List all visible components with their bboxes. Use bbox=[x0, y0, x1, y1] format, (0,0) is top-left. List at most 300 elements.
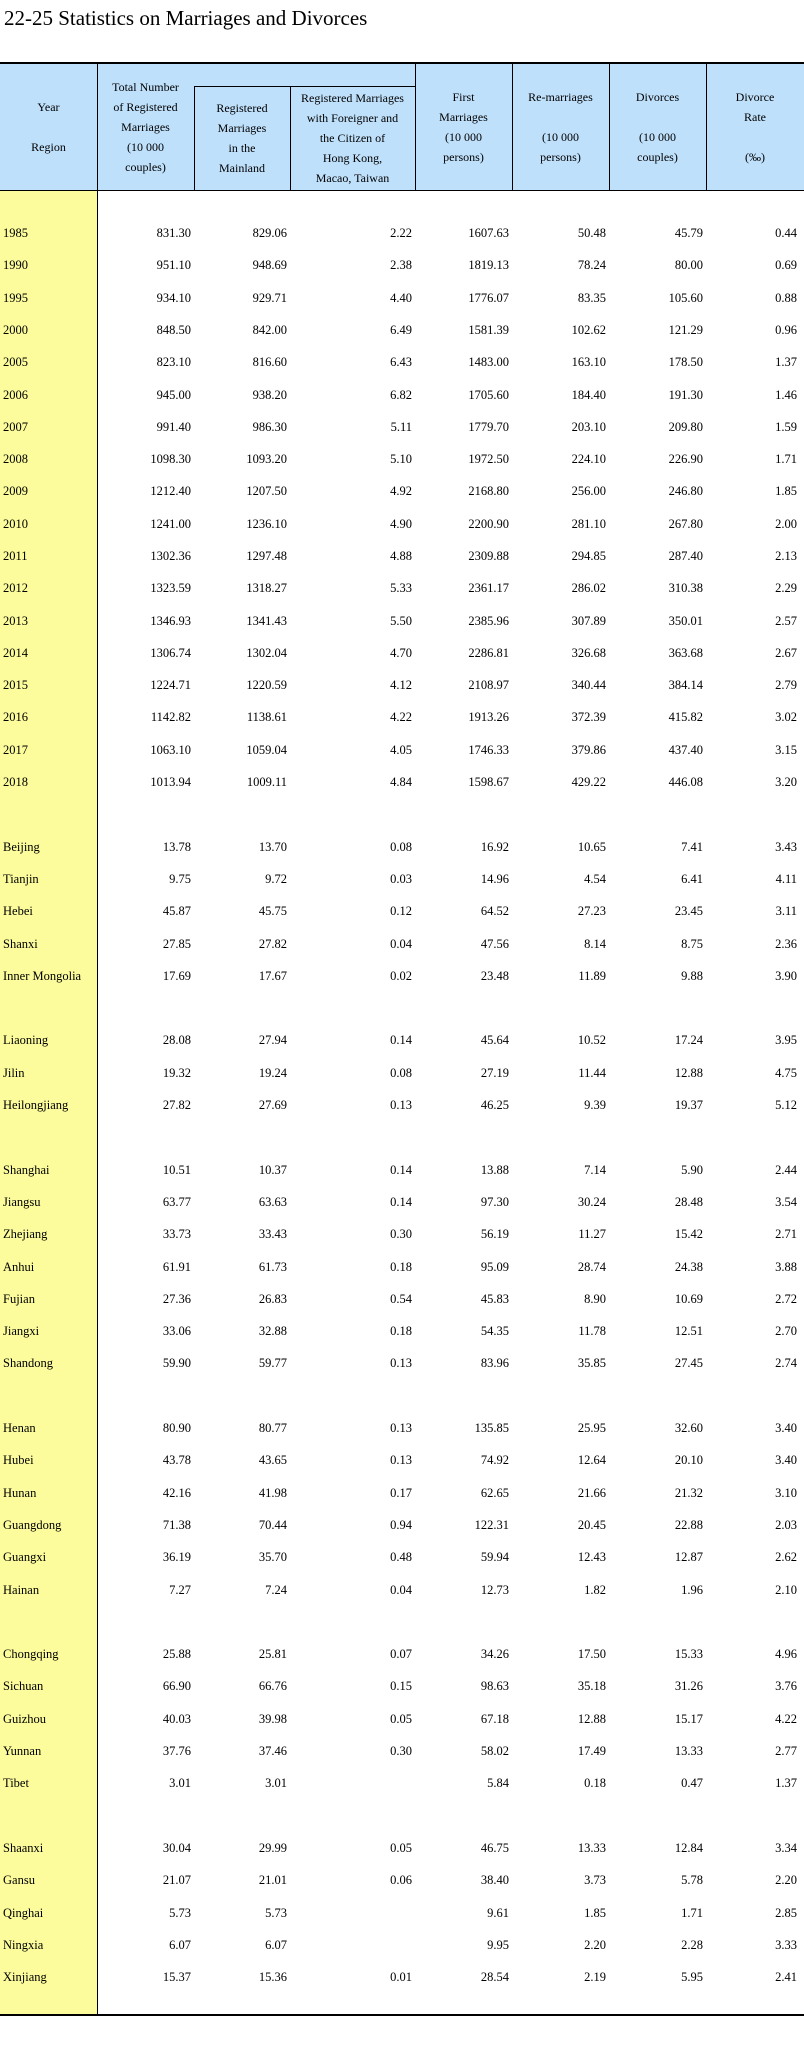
table-row bbox=[0, 1258, 804, 1278]
header-year-region bbox=[0, 64, 97, 190]
cell-re-marriages: 224.10 bbox=[571, 452, 606, 466]
cell-total-marriages: 61.91 bbox=[162, 1260, 191, 1274]
cell-first-marriages: 97.30 bbox=[480, 1195, 509, 1209]
cell-mainland-marriages: 1059.04 bbox=[246, 743, 287, 757]
cell-re-marriages: 11.27 bbox=[578, 1227, 606, 1241]
cell-mainland-marriages: 27.69 bbox=[258, 1098, 287, 1112]
cell-mainland-marriages: 80.77 bbox=[258, 1421, 287, 1435]
cell-total-marriages: 1241.00 bbox=[150, 517, 191, 531]
cell-foreign-marriages: 4.12 bbox=[390, 678, 412, 692]
cell-first-marriages: 2385.96 bbox=[468, 614, 509, 628]
table-row bbox=[0, 515, 804, 535]
row-label: 2016 bbox=[3, 710, 28, 724]
cell-first-marriages: 2108.97 bbox=[468, 678, 509, 692]
table-row bbox=[0, 1161, 804, 1181]
cell-divorce-rate: 2.57 bbox=[775, 614, 797, 628]
cell-first-marriages: 46.25 bbox=[480, 1098, 509, 1112]
cell-mainland-marriages: 19.24 bbox=[258, 1066, 287, 1080]
cell-divorce-rate: 2.10 bbox=[775, 1583, 797, 1597]
cell-total-marriages: 25.88 bbox=[162, 1647, 191, 1661]
cell-total-marriages: 21.07 bbox=[162, 1873, 191, 1887]
cell-total-marriages: 33.73 bbox=[162, 1227, 191, 1241]
cell-total-marriages: 1212.40 bbox=[150, 484, 191, 498]
cell-divorces: 9.88 bbox=[681, 969, 703, 983]
row-label: 2018 bbox=[3, 775, 28, 789]
cell-first-marriages: 34.26 bbox=[480, 1647, 509, 1661]
cell-mainland-marriages: 26.83 bbox=[258, 1292, 287, 1306]
row-label: 2006 bbox=[3, 388, 28, 402]
cell-divorce-rate: 4.96 bbox=[775, 1647, 797, 1661]
cell-mainland-marriages: 986.30 bbox=[252, 420, 287, 434]
table-row bbox=[0, 482, 804, 502]
row-label: 2007 bbox=[3, 420, 28, 434]
cell-re-marriages: 286.02 bbox=[571, 581, 606, 595]
cell-divorces: 45.79 bbox=[674, 226, 703, 240]
cell-re-marriages: 1.85 bbox=[584, 1906, 606, 1920]
cell-total-marriages: 63.77 bbox=[162, 1195, 191, 1209]
table-row bbox=[0, 1710, 804, 1730]
cell-divorce-rate: 2.71 bbox=[775, 1227, 797, 1241]
header-mainland-marriages bbox=[194, 86, 290, 190]
row-label: Hunan bbox=[3, 1486, 37, 1500]
row-label: Tibet bbox=[3, 1776, 29, 1790]
cell-divorces: 12.88 bbox=[674, 1066, 703, 1080]
cell-first-marriages: 28.54 bbox=[480, 1970, 509, 1984]
cell-divorces: 21.32 bbox=[674, 1486, 703, 1500]
cell-re-marriages: 13.33 bbox=[577, 1841, 606, 1855]
header-divider bbox=[609, 64, 610, 190]
cell-mainland-marriages: 10.37 bbox=[258, 1163, 287, 1177]
table-row bbox=[0, 256, 804, 276]
table-row bbox=[0, 1225, 804, 1245]
cell-foreign-marriages: 4.05 bbox=[390, 743, 412, 757]
row-label: Ningxia bbox=[3, 1938, 44, 1952]
cell-re-marriages: 83.35 bbox=[577, 291, 606, 305]
cell-foreign-marriages: 2.22 bbox=[390, 226, 412, 240]
cell-divorces: 17.24 bbox=[674, 1033, 703, 1047]
cell-divorce-rate: 2.44 bbox=[775, 1163, 797, 1177]
table-row bbox=[0, 1645, 804, 1665]
cell-mainland-marriages: 17.67 bbox=[258, 969, 287, 983]
cell-total-marriages: 10.51 bbox=[162, 1163, 191, 1177]
row-label: Heilongjiang bbox=[3, 1098, 69, 1112]
cell-total-marriages: 27.82 bbox=[162, 1098, 191, 1112]
row-label: Zhejiang bbox=[3, 1227, 48, 1241]
cell-total-marriages: 1346.93 bbox=[150, 614, 191, 628]
cell-re-marriages: 30.24 bbox=[577, 1195, 606, 1209]
row-label: 2012 bbox=[3, 581, 28, 595]
cell-divorce-rate: 3.40 bbox=[775, 1421, 797, 1435]
table-row bbox=[0, 321, 804, 341]
cell-divorce-rate: 2.77 bbox=[775, 1744, 797, 1758]
cell-total-marriages: 40.03 bbox=[162, 1712, 191, 1726]
cell-divorces: 121.29 bbox=[668, 323, 703, 337]
cell-divorces: 10.69 bbox=[674, 1292, 703, 1306]
cell-re-marriages: 17.50 bbox=[577, 1647, 606, 1661]
table-row bbox=[0, 1677, 804, 1697]
row-label: 2013 bbox=[3, 614, 28, 628]
table-row bbox=[0, 1031, 804, 1051]
cell-divorce-rate: 4.11 bbox=[775, 872, 797, 886]
table-row bbox=[0, 967, 804, 987]
cell-re-marriages: 203.10 bbox=[571, 420, 606, 434]
header-label: First Marriages (10 000 persons) bbox=[439, 90, 488, 164]
cell-divorces: 191.30 bbox=[668, 388, 703, 402]
cell-re-marriages: 35.18 bbox=[577, 1679, 606, 1693]
header-label: Registered Marriages with Foreigner and the Citizen of Hong Kong, Macao, Taiwan bbox=[301, 91, 404, 185]
cell-total-marriages: 71.38 bbox=[162, 1518, 191, 1532]
cell-total-marriages: 45.87 bbox=[162, 904, 191, 918]
cell-total-marriages: 1306.74 bbox=[150, 646, 191, 660]
table-row bbox=[0, 1581, 804, 1601]
table-row bbox=[0, 1322, 804, 1342]
cell-re-marriages: 10.52 bbox=[577, 1033, 606, 1047]
header-label: Registered Marriages in the Mainland bbox=[216, 101, 268, 175]
cell-divorces: 15.17 bbox=[674, 1712, 703, 1726]
cell-foreign-marriages: 0.12 bbox=[390, 904, 412, 918]
table-row bbox=[0, 1516, 804, 1536]
row-label: Liaoning bbox=[3, 1033, 49, 1047]
cell-foreign-marriages: 0.13 bbox=[390, 1421, 412, 1435]
cell-divorces: 19.37 bbox=[674, 1098, 703, 1112]
cell-re-marriages: 12.43 bbox=[577, 1550, 606, 1564]
table-row bbox=[0, 1904, 804, 1924]
cell-first-marriages: 95.09 bbox=[480, 1260, 509, 1274]
cell-foreign-marriages: 4.90 bbox=[390, 517, 412, 531]
table-row bbox=[0, 579, 804, 599]
row-label: 1985 bbox=[3, 226, 28, 240]
header-divorce-rate bbox=[706, 64, 804, 190]
cell-first-marriages: 1607.63 bbox=[468, 226, 509, 240]
cell-divorce-rate: 4.22 bbox=[775, 1712, 797, 1726]
cell-first-marriages: 2286.81 bbox=[468, 646, 509, 660]
row-label: Hubei bbox=[3, 1453, 34, 1467]
cell-divorces: 5.90 bbox=[681, 1163, 703, 1177]
cell-total-marriages: 36.19 bbox=[162, 1550, 191, 1564]
cell-mainland-marriages: 816.60 bbox=[252, 355, 287, 369]
cell-foreign-marriages: 0.30 bbox=[390, 1744, 412, 1758]
cell-divorce-rate: 3.10 bbox=[775, 1486, 797, 1500]
table-row bbox=[0, 1096, 804, 1116]
cell-divorce-rate: 5.12 bbox=[775, 1098, 797, 1112]
cell-divorces: 446.08 bbox=[668, 775, 703, 789]
cell-first-marriages: 1779.70 bbox=[468, 420, 509, 434]
cell-foreign-marriages: 0.05 bbox=[390, 1712, 412, 1726]
row-label: Yunnan bbox=[3, 1744, 42, 1758]
cell-first-marriages: 1776.07 bbox=[468, 291, 509, 305]
table-row bbox=[0, 1354, 804, 1374]
header-remarriages bbox=[512, 64, 609, 190]
cell-mainland-marriages: 66.76 bbox=[258, 1679, 287, 1693]
cell-mainland-marriages: 35.70 bbox=[258, 1550, 287, 1564]
page-title: 22-25 Statistics on Marriages and Divorces bbox=[4, 6, 368, 30]
row-label: Sichuan bbox=[3, 1679, 44, 1693]
cell-divorce-rate: 1.37 bbox=[775, 355, 797, 369]
cell-first-marriages: 5.84 bbox=[487, 1776, 509, 1790]
cell-foreign-marriages: 5.50 bbox=[390, 614, 412, 628]
table-row bbox=[0, 386, 804, 406]
cell-divorces: 24.38 bbox=[674, 1260, 703, 1274]
row-label: Guangdong bbox=[3, 1518, 62, 1532]
cell-divorce-rate: 3.54 bbox=[775, 1195, 797, 1209]
cell-foreign-marriages: 0.18 bbox=[390, 1260, 412, 1274]
cell-divorces: 226.90 bbox=[668, 452, 703, 466]
table-row bbox=[0, 353, 804, 373]
cell-mainland-marriages: 1318.27 bbox=[246, 581, 287, 595]
cell-mainland-marriages: 13.70 bbox=[258, 840, 287, 854]
cell-first-marriages: 1705.60 bbox=[468, 388, 509, 402]
row-label: Jiangxi bbox=[3, 1324, 40, 1338]
cell-divorces: 12.84 bbox=[674, 1841, 703, 1855]
cell-mainland-marriages: 829.06 bbox=[252, 226, 287, 240]
cell-divorce-rate: 2.70 bbox=[775, 1324, 797, 1338]
cell-mainland-marriages: 1138.61 bbox=[246, 710, 287, 724]
cell-divorce-rate: 2.62 bbox=[775, 1550, 797, 1564]
cell-divorces: 246.80 bbox=[668, 484, 703, 498]
table-row bbox=[0, 1968, 804, 1988]
cell-re-marriages: 3.73 bbox=[584, 1873, 606, 1887]
cell-first-marriages: 2200.90 bbox=[468, 517, 509, 531]
cell-divorces: 209.80 bbox=[668, 420, 703, 434]
cell-first-marriages: 45.64 bbox=[480, 1033, 509, 1047]
cell-foreign-marriages: 5.11 bbox=[390, 420, 412, 434]
cell-divorce-rate: 3.02 bbox=[775, 710, 797, 724]
header-foreign-marriages bbox=[290, 86, 415, 190]
cell-total-marriages: 15.37 bbox=[162, 1970, 191, 1984]
cell-first-marriages: 56.19 bbox=[480, 1227, 509, 1241]
cell-mainland-marriages: 59.77 bbox=[258, 1356, 287, 1370]
cell-first-marriages: 12.73 bbox=[480, 1583, 509, 1597]
row-label: Shanghai bbox=[3, 1163, 50, 1177]
cell-divorces: 287.40 bbox=[668, 549, 703, 563]
cell-re-marriages: 21.66 bbox=[577, 1486, 606, 1500]
cell-total-marriages: 951.10 bbox=[156, 258, 191, 272]
cell-re-marriages: 12.88 bbox=[577, 1712, 606, 1726]
cell-divorce-rate: 2.20 bbox=[775, 1873, 797, 1887]
cell-mainland-marriages: 27.94 bbox=[258, 1033, 287, 1047]
cell-total-marriages: 43.78 bbox=[162, 1453, 191, 1467]
cell-divorces: 13.33 bbox=[674, 1744, 703, 1758]
cell-mainland-marriages: 63.63 bbox=[258, 1195, 287, 1209]
table-row bbox=[0, 1064, 804, 1084]
cell-foreign-marriages: 0.13 bbox=[390, 1098, 412, 1112]
cell-foreign-marriages: 0.14 bbox=[390, 1195, 412, 1209]
cell-foreign-marriages: 0.08 bbox=[390, 840, 412, 854]
table-row bbox=[0, 1548, 804, 1568]
cell-divorce-rate: 2.29 bbox=[775, 581, 797, 595]
cell-divorce-rate: 3.40 bbox=[775, 1453, 797, 1467]
cell-foreign-marriages: 4.92 bbox=[390, 484, 412, 498]
cell-re-marriages: 8.14 bbox=[584, 937, 606, 951]
table-row bbox=[0, 1839, 804, 1859]
cell-foreign-marriages: 0.30 bbox=[390, 1227, 412, 1241]
row-label: 1990 bbox=[3, 258, 28, 272]
cell-foreign-marriages: 0.06 bbox=[390, 1873, 412, 1887]
cell-divorce-rate: 3.88 bbox=[775, 1260, 797, 1274]
header-label: Total Number of Registered Marriages (10 000 couples) bbox=[112, 80, 179, 174]
cell-foreign-marriages: 0.04 bbox=[390, 937, 412, 951]
cell-foreign-marriages: 0.01 bbox=[390, 1970, 412, 1984]
cell-divorce-rate: 0.88 bbox=[775, 291, 797, 305]
cell-foreign-marriages: 0.54 bbox=[390, 1292, 412, 1306]
cell-re-marriages: 256.00 bbox=[571, 484, 606, 498]
cell-re-marriages: 78.24 bbox=[577, 258, 606, 272]
cell-mainland-marriages: 1297.48 bbox=[246, 549, 287, 563]
cell-divorce-rate: 2.74 bbox=[775, 1356, 797, 1370]
row-label: Gansu bbox=[3, 1873, 35, 1887]
cell-total-marriages: 823.10 bbox=[156, 355, 191, 369]
cell-mainland-marriages: 1207.50 bbox=[246, 484, 287, 498]
cell-re-marriages: 7.14 bbox=[584, 1163, 606, 1177]
cell-re-marriages: 307.89 bbox=[571, 614, 606, 628]
cell-divorces: 20.10 bbox=[674, 1453, 703, 1467]
row-label: Beijing bbox=[3, 840, 40, 854]
cell-divorce-rate: 0.96 bbox=[775, 323, 797, 337]
table-row bbox=[0, 1484, 804, 1504]
cell-re-marriages: 9.39 bbox=[584, 1098, 606, 1112]
cell-mainland-marriages: 9.72 bbox=[265, 872, 287, 886]
cell-divorce-rate: 3.11 bbox=[775, 904, 797, 918]
cell-divorces: 12.51 bbox=[674, 1324, 703, 1338]
cell-foreign-marriages: 0.48 bbox=[390, 1550, 412, 1564]
cell-foreign-marriages: 0.14 bbox=[390, 1163, 412, 1177]
cell-divorce-rate: 3.33 bbox=[775, 1938, 797, 1952]
table-row bbox=[0, 418, 804, 438]
cell-divorces: 27.45 bbox=[674, 1356, 703, 1370]
cell-mainland-marriages: 7.24 bbox=[265, 1583, 287, 1597]
cell-total-marriages: 9.75 bbox=[169, 872, 191, 886]
cell-divorces: 28.48 bbox=[674, 1195, 703, 1209]
cell-total-marriages: 831.30 bbox=[156, 226, 191, 240]
cell-foreign-marriages: 4.88 bbox=[390, 549, 412, 563]
cell-divorces: 350.01 bbox=[668, 614, 703, 628]
cell-foreign-marriages: 0.18 bbox=[390, 1324, 412, 1338]
cell-foreign-marriages: 0.08 bbox=[390, 1066, 412, 1080]
cell-mainland-marriages: 1009.11 bbox=[246, 775, 287, 789]
cell-foreign-marriages: 4.22 bbox=[390, 710, 412, 724]
cell-total-marriages: 3.01 bbox=[169, 1776, 191, 1790]
cell-mainland-marriages: 1302.04 bbox=[246, 646, 287, 660]
cell-foreign-marriages: 5.10 bbox=[390, 452, 412, 466]
cell-re-marriages: 25.95 bbox=[577, 1421, 606, 1435]
cell-divorces: 8.75 bbox=[681, 937, 703, 951]
header-divider bbox=[512, 64, 513, 190]
cell-first-marriages: 1483.00 bbox=[468, 355, 509, 369]
cell-re-marriages: 163.10 bbox=[571, 355, 606, 369]
cell-total-marriages: 991.40 bbox=[156, 420, 191, 434]
cell-total-marriages: 5.73 bbox=[169, 1906, 191, 1920]
header-label: Re-marriages (10 000 persons) bbox=[528, 90, 593, 164]
header-divider bbox=[194, 86, 195, 190]
cell-divorces: 1.71 bbox=[681, 1906, 703, 1920]
cell-foreign-marriages: 6.82 bbox=[390, 388, 412, 402]
row-label: Hebei bbox=[3, 904, 33, 918]
table-header bbox=[0, 64, 804, 191]
cell-re-marriages: 326.68 bbox=[571, 646, 606, 660]
row-label: Chongqing bbox=[3, 1647, 59, 1661]
cell-re-marriages: 12.64 bbox=[577, 1453, 606, 1467]
row-label: 2005 bbox=[3, 355, 28, 369]
cell-divorces: 267.80 bbox=[668, 517, 703, 531]
cell-divorces: 1.96 bbox=[681, 1583, 703, 1597]
cell-divorce-rate: 1.37 bbox=[775, 1776, 797, 1790]
cell-divorce-rate: 2.72 bbox=[775, 1292, 797, 1306]
cell-divorce-rate: 0.69 bbox=[775, 258, 797, 272]
table-row bbox=[0, 1290, 804, 1310]
cell-divorce-rate: 3.76 bbox=[775, 1679, 797, 1693]
cell-divorce-rate: 1.59 bbox=[775, 420, 797, 434]
cell-first-marriages: 45.83 bbox=[480, 1292, 509, 1306]
cell-mainland-marriages: 1220.59 bbox=[246, 678, 287, 692]
header-label: Year Region bbox=[31, 100, 66, 154]
cell-foreign-marriages: 4.70 bbox=[390, 646, 412, 660]
cell-divorce-rate: 3.90 bbox=[775, 969, 797, 983]
cell-foreign-marriages: 2.38 bbox=[390, 258, 412, 272]
cell-mainland-marriages: 32.88 bbox=[258, 1324, 287, 1338]
cell-total-marriages: 1323.59 bbox=[150, 581, 191, 595]
cell-mainland-marriages: 6.07 bbox=[265, 1938, 287, 1952]
row-label: Guizhou bbox=[3, 1712, 47, 1726]
header-divider bbox=[706, 64, 707, 190]
row-label: Shaanxi bbox=[3, 1841, 44, 1855]
table-row bbox=[0, 224, 804, 244]
cell-total-marriages: 27.85 bbox=[162, 937, 191, 951]
cell-mainland-marriages: 41.98 bbox=[258, 1486, 287, 1500]
table-row bbox=[0, 902, 804, 922]
cell-divorce-rate: 1.71 bbox=[775, 452, 797, 466]
cell-mainland-marriages: 842.00 bbox=[252, 323, 287, 337]
cell-mainland-marriages: 1341.43 bbox=[246, 614, 287, 628]
cell-divorces: 15.33 bbox=[674, 1647, 703, 1661]
cell-re-marriages: 281.10 bbox=[571, 517, 606, 531]
header-divorces bbox=[609, 64, 706, 190]
table-row bbox=[0, 1871, 804, 1891]
table-row bbox=[0, 612, 804, 632]
cell-foreign-marriages: 0.07 bbox=[390, 1647, 412, 1661]
cell-divorces: 80.00 bbox=[674, 258, 703, 272]
cell-divorces: 105.60 bbox=[668, 291, 703, 305]
cell-total-marriages: 934.10 bbox=[156, 291, 191, 305]
cell-foreign-marriages: 0.04 bbox=[390, 1583, 412, 1597]
cell-first-marriages: 135.85 bbox=[474, 1421, 509, 1435]
cell-re-marriages: 11.44 bbox=[578, 1066, 606, 1080]
cell-re-marriages: 50.48 bbox=[577, 226, 606, 240]
cell-re-marriages: 184.40 bbox=[571, 388, 606, 402]
cell-divorces: 415.82 bbox=[668, 710, 703, 724]
cell-mainland-marriages: 1236.10 bbox=[246, 517, 287, 531]
table-row bbox=[0, 547, 804, 567]
cell-mainland-marriages: 948.69 bbox=[252, 258, 287, 272]
cell-foreign-marriages: 0.03 bbox=[390, 872, 412, 886]
row-label: 2008 bbox=[3, 452, 28, 466]
cell-foreign-marriages: 0.13 bbox=[390, 1356, 412, 1370]
table-row bbox=[0, 1936, 804, 1956]
table-row bbox=[0, 773, 804, 793]
cell-foreign-marriages: 0.17 bbox=[390, 1486, 412, 1500]
row-label: 2000 bbox=[3, 323, 28, 337]
row-label: 2015 bbox=[3, 678, 28, 692]
cell-first-marriages: 2361.17 bbox=[468, 581, 509, 595]
table-row bbox=[0, 838, 804, 858]
cell-total-marriages: 13.78 bbox=[162, 840, 191, 854]
cell-mainland-marriages: 938.20 bbox=[252, 388, 287, 402]
row-label: Jilin bbox=[3, 1066, 25, 1080]
cell-mainland-marriages: 43.65 bbox=[258, 1453, 287, 1467]
cell-total-marriages: 37.76 bbox=[162, 1744, 191, 1758]
row-label: Guangxi bbox=[3, 1550, 47, 1564]
cell-re-marriages: 372.39 bbox=[571, 710, 606, 724]
cell-total-marriages: 848.50 bbox=[156, 323, 191, 337]
